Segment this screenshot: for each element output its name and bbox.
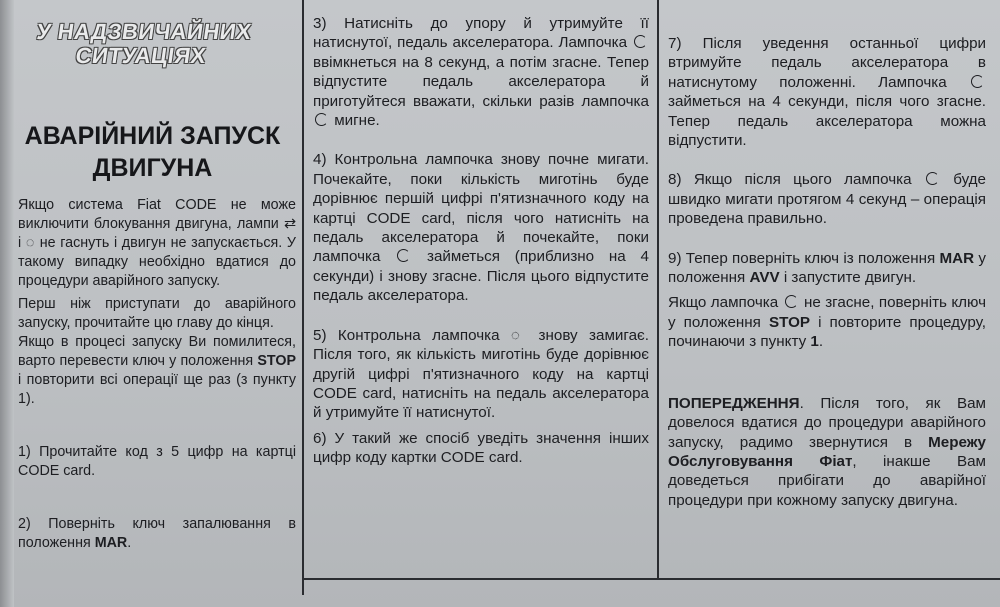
step-3: 3) Натисніть до упору й утримуйте її натиснутої, педаль акселератора. Лампочка ввімкнеться на 8 секунд, а потім згасне. Тепер відпустите педаль акселератора й приготуйтеся вважати, скільки разів лампочка мигне. [313, 15, 649, 130]
page-title-line2: ДВИГУНА [92, 154, 213, 182]
column-divider-2 [657, 0, 659, 580]
code-lamp-icon [971, 75, 984, 88]
column-1 [18, 196, 296, 553]
page-title [20, 120, 285, 184]
code-lamp-icon [397, 249, 410, 262]
page-binding-edge [0, 0, 14, 607]
code-lamp-icon [315, 113, 328, 126]
step-1: 1) Прочитайте код з 5 цифр на картці CODE card. [18, 444, 296, 479]
step-5: 5) Контрольна лампочка ◌ знову замигає. Після того, як кількість миготінь буде дорівнює другій цифрі п'ятизначного коду на картці CODE card, натисніть на педаль акселератора й утримуйте її натиснутої. [313, 326, 649, 422]
section-tag-line1: У НАДЗВИЧАЙНИХ [35, 19, 254, 44]
step-7: 7) Після уведення останньої цифри втримуйте педаль акселератора в натиснутому положенні. Лампочка займеться на 4 секунди, після чого згасне. Тепер педаль акселератора можна відпустити. [668, 35, 986, 150]
section-tag-line2: СИТУАЦІЯХ [74, 43, 208, 68]
step-2: 2) Поверніть ключ запалювання в положення MAR. [18, 516, 296, 551]
step-6: 6) У такий же спосіб уведіть значення інших цифр коду картки CODE card. [313, 429, 649, 467]
step-4: 4) Контрольна лампочка знову почне мигати. Почекайте, поки кількість миготінь буде дорівнює першій цифрі п'ятизначного коду на картці CODE card, після чого натисніть на педаль акселератора й почекайте, поки лампочка займеться (приблизно на 4 секунди) і знову згасне. Після цього відпустите педаль акселератора. [313, 151, 649, 305]
code-lamp-icon [785, 295, 798, 308]
warning-paragraph: ПОПЕРЕДЖЕННЯ. Після того, як Вам довелося вдатися до процедури аварійного запуску, радимо звернутися в Мережу Обслуговування Фіат, інакше Вам доведеться прибігати до аварійної процедури при кожному запуску двигуна. [668, 394, 986, 509]
step-8: 8) Якщо після цього лампочка буде швидко мигати протягом 4 секунд – операція проведена правильно. [668, 171, 986, 228]
intro-paragraph: Якщо система Fiat CODE не може виключити блокування двигуна, лампи ⇄ і ◌ не гаснуть і двигун не запускається. У такому випадку необхідно вдатися до процедури аварійного запуску. [18, 197, 296, 289]
section-tag [27, 20, 259, 68]
column-divider-1 [302, 0, 304, 595]
mistake-paragraph: Якщо в процесі запуску Ви помилитеся, варто перевести ключ у положення STOP і повторити всі операції ще раз (з пункту 1). [18, 334, 296, 407]
code-lamp-icon [634, 35, 647, 48]
step-9: 9) Тепер поверніть ключ із положення MAR у положення AVV і запустите двигун. [668, 249, 986, 287]
column-3 [668, 34, 986, 510]
read-chapter-paragraph: Перш ніж приступати до аварійного запуску, прочитайте цю главу до кінця. [18, 296, 296, 331]
bottom-rule [302, 578, 1000, 580]
column-2 [313, 14, 649, 468]
code-lamp-icon [926, 172, 939, 185]
page-title-line1: АВАРІЙНИЙ ЗАПУСК [24, 122, 281, 150]
retry-paragraph: Якщо лампочка не згасне, поверніть ключ у положення STOP і повторите процедуру, починаючи з пункту 1. [668, 294, 986, 351]
